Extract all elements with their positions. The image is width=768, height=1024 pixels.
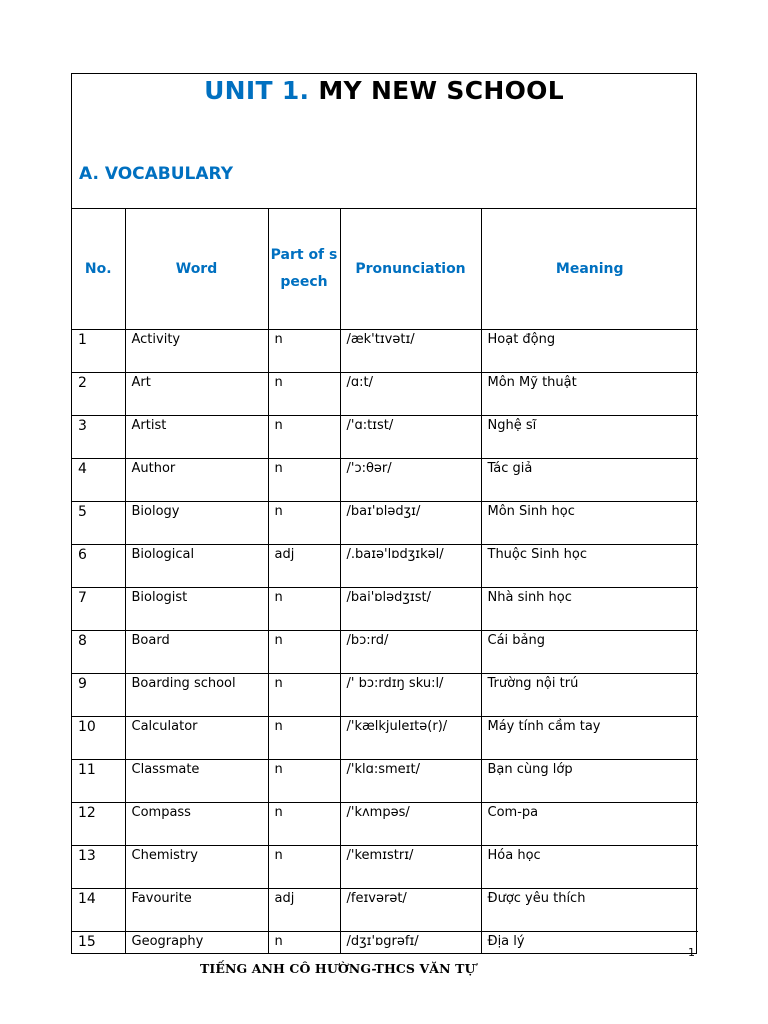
table-row [72,760,698,803]
cell-pos: n [268,502,340,545]
cell-pos: n [268,846,340,889]
table-row [72,717,698,760]
table-row [72,330,698,373]
cell-word: Favourite [125,889,268,932]
cell-pos: n [268,674,340,717]
cell-pronunciation: /'kælkjuleɪtə(r)/ [340,717,481,760]
cell-word: Artist [125,416,268,459]
cell-word: Calculator [125,717,268,760]
cell-pos: adj [268,889,340,932]
cell-no: 12 [72,803,125,846]
unit-name: MY NEW SCHOOL [318,76,564,105]
table-row [72,502,698,545]
table-row [72,674,698,717]
vocabulary-table [72,209,698,953]
cell-word: Biology [125,502,268,545]
cell-pronunciation: /'kemɪstrɪ/ [340,846,481,889]
cell-word: Biological [125,545,268,588]
cell-meaning: Com-pa [481,803,698,846]
table-row [72,932,698,954]
cell-pos: n [268,631,340,674]
cell-pronunciation: /' bɔ:rdɪŋ sku:l/ [340,674,481,717]
cell-word: Boarding school [125,674,268,717]
cell-no: 5 [72,502,125,545]
cell-pronunciation: /'kʌmpəs/ [340,803,481,846]
cell-no: 14 [72,889,125,932]
cell-meaning: Trường nội trú [481,674,698,717]
cell-meaning: Hoạt động [481,330,698,373]
cell-pronunciation: /'ɑ:tɪst/ [340,416,481,459]
page-number: 1 [688,946,695,959]
cell-pronunciation: /bɔ:rd/ [340,631,481,674]
cell-meaning: Nghệ sĩ [481,416,698,459]
page-footer: TIẾNG ANH CÔ HƯỜNG-THCS VĂN TỰ [200,961,476,976]
cell-meaning: Thuộc Sinh học [481,545,698,588]
cell-meaning: Tác giả [481,459,698,502]
header-word: Word [125,209,268,330]
cell-pronunciation: /ɑ:t/ [340,373,481,416]
cell-no: 6 [72,545,125,588]
table-row [72,459,698,502]
cell-no: 2 [72,373,125,416]
cell-no: 13 [72,846,125,889]
cell-no: 3 [72,416,125,459]
cell-pronunciation: /'ɔ:θər/ [340,459,481,502]
cell-no: 1 [72,330,125,373]
cell-pos: adj [268,545,340,588]
header-pronunciation: Pronunciation [340,209,481,330]
header-no: No. [72,209,125,330]
cell-word: Chemistry [125,846,268,889]
cell-word: Geography [125,932,268,954]
table-body [72,330,698,954]
cell-no: 4 [72,459,125,502]
table-row [72,373,698,416]
table-header-row [72,209,698,330]
cell-meaning: Được yêu thích [481,889,698,932]
cell-word: Compass [125,803,268,846]
cell-meaning: Máy tính cầm tay [481,717,698,760]
cell-no: 11 [72,760,125,803]
cell-pos: n [268,330,340,373]
cell-no: 15 [72,932,125,954]
cell-meaning: Môn Mỹ thuật [481,373,698,416]
cell-no: 7 [72,588,125,631]
cell-meaning: Nhà sinh học [481,588,698,631]
vocabulary-document [71,73,697,954]
cell-pronunciation: /bai'ɒlədʒɪst/ [340,588,481,631]
cell-word: Classmate [125,760,268,803]
cell-pos: n [268,717,340,760]
cell-pos: n [268,932,340,954]
cell-pronunciation: /baɪ'ɒlədʒɪ/ [340,502,481,545]
cell-word: Art [125,373,268,416]
cell-pronunciation: /æk'tɪvətɪ/ [340,330,481,373]
table-row [72,545,698,588]
cell-pos: n [268,416,340,459]
cell-meaning: Địa lý [481,932,698,954]
cell-meaning: Hóa học [481,846,698,889]
cell-pos: n [268,373,340,416]
document-header [72,74,696,209]
cell-meaning: Môn Sinh học [481,502,698,545]
cell-word: Biologist [125,588,268,631]
unit-label: UNIT 1. [204,76,310,105]
cell-no: 8 [72,631,125,674]
cell-pos: n [268,803,340,846]
cell-pos: n [268,760,340,803]
section-heading: A. VOCABULARY [79,164,234,184]
cell-no: 9 [72,674,125,717]
cell-pronunciation: /'klɑ:smeɪt/ [340,760,481,803]
cell-pronunciation: /feɪvərət/ [340,889,481,932]
table-row [72,416,698,459]
table-row [72,631,698,674]
header-meaning: Meaning [481,209,698,330]
table-row [72,846,698,889]
table-row [72,803,698,846]
table-row [72,889,698,932]
cell-meaning: Bạn cùng lớp [481,760,698,803]
unit-title [72,76,696,105]
cell-pronunciation: /.baɪə'lɒdʒɪkəl/ [340,545,481,588]
header-part-of-speech: Part of speech [268,209,340,330]
cell-word: Author [125,459,268,502]
cell-word: Board [125,631,268,674]
cell-no: 10 [72,717,125,760]
cell-meaning: Cái bảng [481,631,698,674]
table-row [72,588,698,631]
cell-pos: n [268,588,340,631]
cell-pos: n [268,459,340,502]
cell-word: Activity [125,330,268,373]
cell-pronunciation: /dʒɪ'ɒgrəfɪ/ [340,932,481,954]
